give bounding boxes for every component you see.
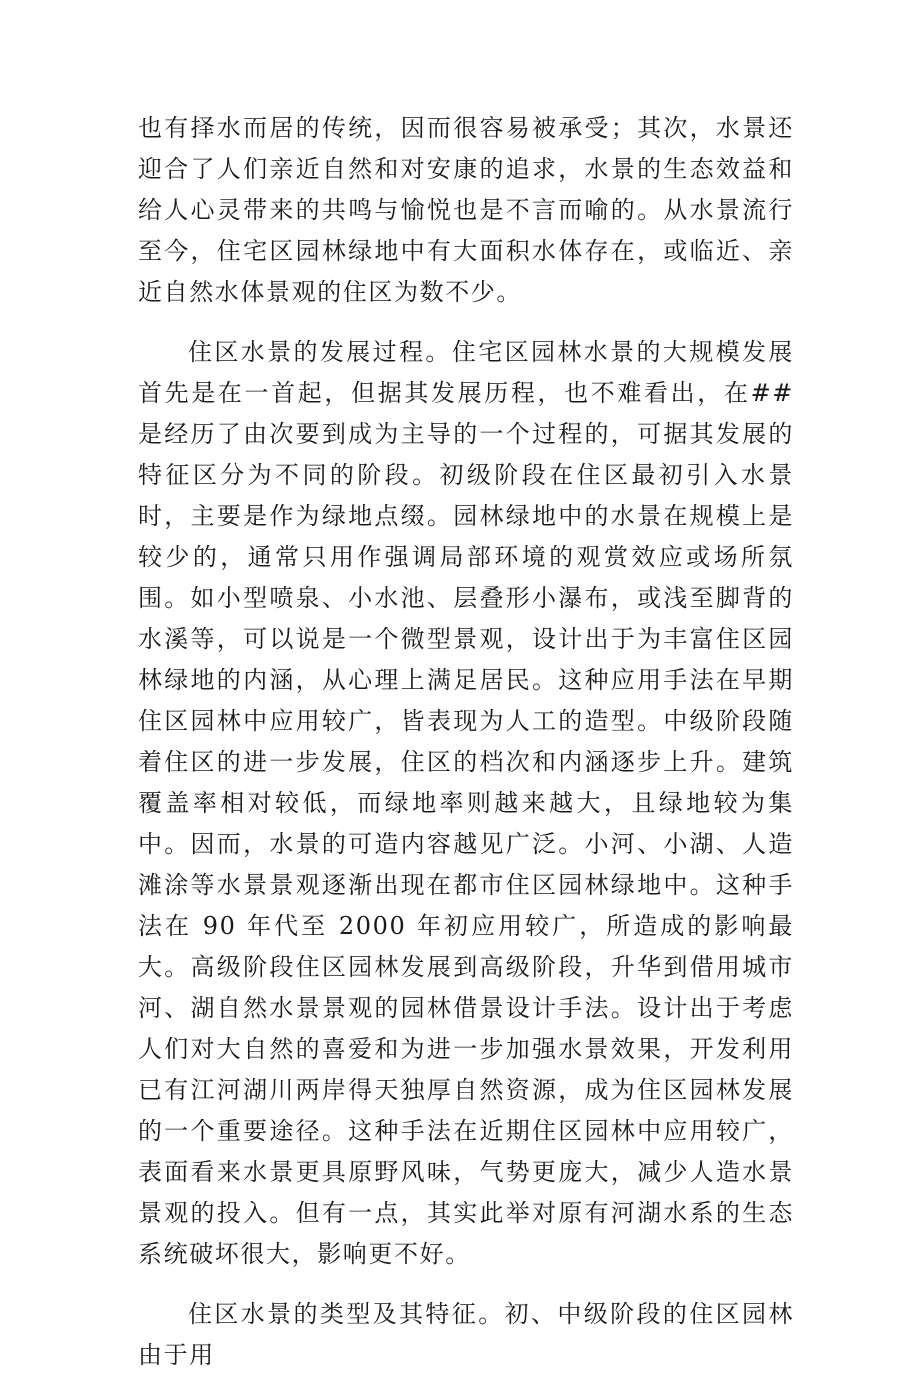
- paragraph-2: 住区水景的发展过程。住宅区园林水景的大规模发展首先是在一首起，但据其发展历程，也不难看出，在##是经历了由次要到成为主导的一个过程的，可据其发展的特征区分为不同的阶段。初级阶段在住区最初引入水景时，主要是作为绿地点缀。园林绿地中的水景在规模上是较少的，通常只用作强调局部环境的观赏效应或场所氛围。如小型喷泉、小水池、层叠形小瀑布，或浅至脚背的水溪等，可以说是一个微型景观，设计出于为丰富住区园林绿地的内涵，从心理上满足居民。这种应用手法在早期住区园林中应用较广，皆表现为人工的造型。中级阶段随着住区的进一步发展，住区的档次和内涵逐步上升。建筑覆盖率相对较低，而绿地率则越来越大，且绿地较为集中。因而，水景的可造内容越见广泛。小河、小湖、人造滩涂等水景景观逐渐出现在都市住区园林绿地中。这种手法在 90 年代至 2000 年初应用较广，所造成的影响最大。高级阶段住区园林发展到高级阶段，升华到借用城市河、湖自然水景景观的园林借景设计手法。设计出于考虑人们对大自然的喜爱和为进一步加强水景效果，开发利用已有江河湖川两岸得天独厚自然资源，成为住区园林发展的一个重要途径。这种手法在近期住区园林中应用较广，表面看来水景更具原野风味，气势更庞大，减少人造水景景观的投入。但有一点，其实此举对原有河湖水系的生态系统破坏很大，影响更不好。: [138, 338, 794, 1268]
- document-page: [138, 108, 794, 1395]
- paragraph-1: 也有择水而居的传统，因而很容易被承受；其次，水景还迎合了人们亲近自然和对安康的追求，水景的生态效益和给人心灵带来的共鸣与愉悦也是不言而喻的。从水景流行至今，住宅区园林绿地中有大面积水体存在，或临近、亲近自然水体景观的住区为数不少。: [138, 114, 794, 306]
- paragraph-3: 住区水景的类型及其特征。初、中级阶段的住区园林由于用: [138, 1300, 794, 1369]
